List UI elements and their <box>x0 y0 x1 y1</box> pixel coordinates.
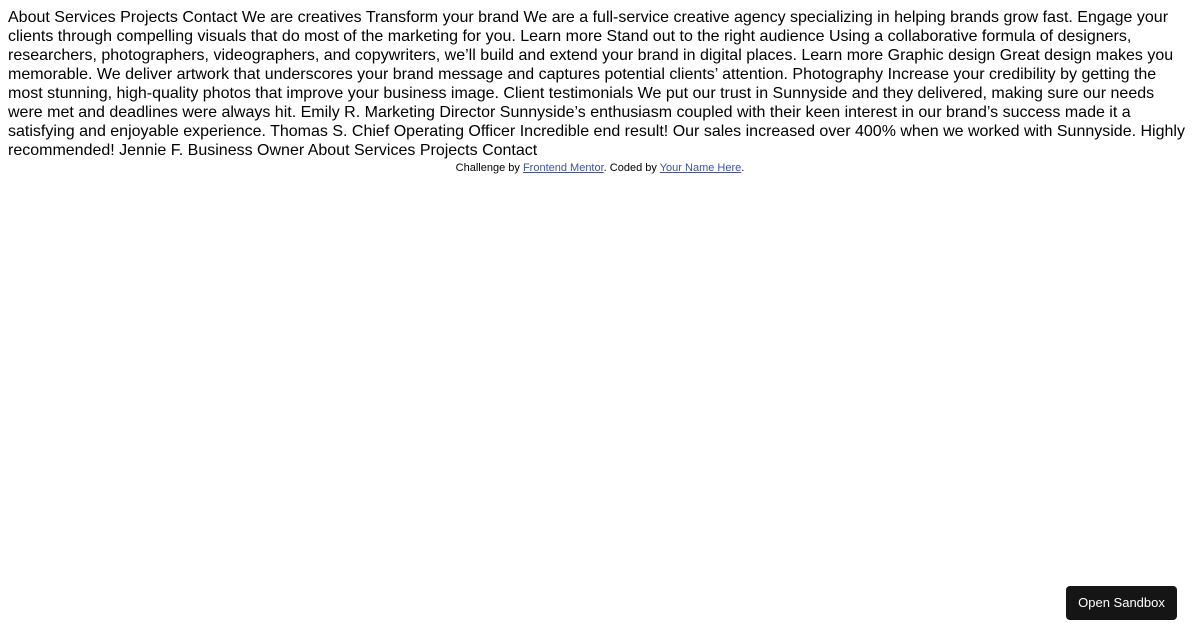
frontend-mentor-link[interactable]: Frontend Mentor <box>522 162 604 174</box>
feature-title-stand-out: Stand out to the right audience <box>606 28 825 45</box>
footer-link-projects[interactable]: Projects <box>419 142 478 159</box>
testimonial-name: Thomas S. <box>270 123 348 140</box>
service-text-graphic-design: Great design makes you memorable. We deliver artwork that underscores your brand message and captures potential clients’ attention. <box>8 47 1174 83</box>
nav-link-projects[interactable]: Projects <box>120 9 178 26</box>
testimonial-quote: Sunnyside’s enthusiasm coupled with their keen interest in our brand’s success made it a satisfying and enjoyable experience. <box>8 104 1131 140</box>
testimonial-name: Emily R. <box>300 104 361 121</box>
testimonial-role: Marketing Director <box>364 104 496 121</box>
footer-link-contact[interactable]: Contact <box>482 142 538 159</box>
service-text-photography: Increase your credibility by getting the most stunning, high-quality photos that improve your business image. <box>8 66 1157 102</box>
attribution-prefix: Challenge by <box>455 162 520 174</box>
learn-more-link-stand-out[interactable]: Learn more <box>801 47 884 64</box>
feature-text-stand-out: Using a collaborative formula of designers, researchers, photographers, videographers, and copywriters, we’ll build and extend your brand in digital places. <box>8 28 1132 64</box>
testimonial-name: Jennie F. <box>119 142 184 159</box>
footer-link-about[interactable]: About <box>307 142 350 159</box>
feature-title-transform: Transform your brand <box>365 9 520 26</box>
nav-link-services[interactable]: Services <box>54 9 116 26</box>
nav-link-contact[interactable]: Contact <box>182 9 238 26</box>
attribution-suffix: . <box>741 162 745 174</box>
testimonial-role: Chief Operating Officer <box>351 123 516 140</box>
footer-link-services[interactable]: Services <box>354 142 416 159</box>
nav-link-about[interactable]: About <box>8 9 50 26</box>
open-sandbox-button[interactable]: Open Sandbox <box>1066 586 1177 620</box>
page-content <box>8 8 1192 160</box>
testimonial-role: Business Owner <box>187 142 305 159</box>
footer-nav <box>308 142 537 159</box>
service-title-photography: Photography <box>792 66 884 83</box>
author-link[interactable]: Your Name Here <box>659 162 742 174</box>
hero-title: We are creatives <box>241 9 362 26</box>
testimonial-quote: We put our trust in Sunnyside and they delivered, making sure our needs were met and deadlines were always hit. <box>8 85 1155 121</box>
learn-more-link-transform[interactable]: Learn more <box>520 28 603 45</box>
header-nav <box>8 9 237 26</box>
testimonials-heading: Client testimonials <box>503 85 634 102</box>
attribution-middle: . Coded by <box>603 162 657 174</box>
service-title-graphic-design: Graphic design <box>887 47 996 64</box>
testimonial-quote: Incredible end result! Our sales increased over 400% when we worked with Sunnyside. Highly recommended! <box>8 123 1185 159</box>
attribution <box>0 161 1200 175</box>
feature-text-transform: We are a full-service creative agency specializing in helping brands grow fast. Engage your clients through compelling visuals that do most of the marketing for you. <box>8 9 1169 45</box>
